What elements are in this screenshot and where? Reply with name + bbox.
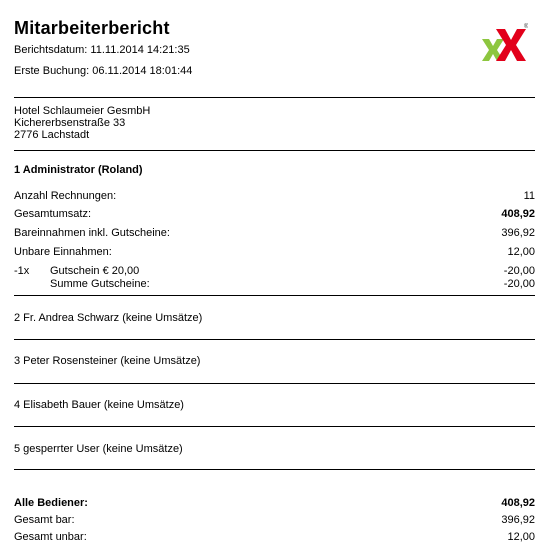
logo-large-x-icon bbox=[496, 29, 526, 61]
total-label: Gesamt unbar: bbox=[14, 531, 87, 543]
divider bbox=[14, 383, 535, 384]
divider bbox=[14, 97, 535, 98]
voucher-sum-row bbox=[14, 278, 535, 292]
section-heading-administrator: 1 Administrator (Roland) bbox=[14, 164, 143, 176]
user-section-heading: 2 Fr. Andrea Schwarz (keine Umsätze) bbox=[14, 312, 203, 324]
voucher-row bbox=[14, 265, 535, 279]
total-value: 408,92 bbox=[501, 497, 535, 509]
stat-label: Anzahl Rechnungen: bbox=[14, 190, 117, 202]
stat-label: Bareinnahmen inkl. Gutscheine: bbox=[14, 227, 170, 239]
divider bbox=[14, 469, 535, 470]
voucher-sum-value: -20,00 bbox=[503, 278, 535, 290]
stat-value: 408,92 bbox=[501, 208, 535, 220]
divider bbox=[14, 339, 535, 340]
registered-mark: ® bbox=[524, 24, 528, 30]
stat-value: 396,92 bbox=[501, 227, 535, 239]
stat-row-total-revenue bbox=[14, 208, 535, 222]
user-section-heading: 3 Peter Rosensteiner (keine Umsätze) bbox=[14, 355, 201, 367]
address-street: Kichererbsenstraße 33 bbox=[14, 117, 126, 129]
company-logo bbox=[478, 23, 528, 63]
stat-label: Gesamtumsatz: bbox=[14, 208, 92, 220]
voucher-sum-label: Summe Gutscheine: bbox=[50, 278, 150, 290]
voucher-label: Gutschein € 20,00 bbox=[50, 265, 140, 277]
stat-row-noncash-income bbox=[14, 246, 535, 260]
voucher-quantity: -1x bbox=[14, 265, 30, 277]
total-value: 12,00 bbox=[507, 531, 535, 543]
total-value: 396,92 bbox=[501, 514, 535, 526]
user-section-heading: 5 gesperrter User (keine Umsätze) bbox=[14, 443, 183, 455]
voucher-value: -20,00 bbox=[503, 265, 535, 277]
stat-row-invoice-count bbox=[14, 190, 535, 204]
divider bbox=[14, 426, 535, 427]
stat-value: 12,00 bbox=[507, 246, 535, 258]
address-city: 2776 Lachstadt bbox=[14, 129, 90, 141]
total-row-cash bbox=[14, 514, 535, 528]
page-title: Mitarbeiterbericht bbox=[14, 18, 170, 38]
report-date: Berichtsdatum: 11.11.2014 14:21:35 bbox=[14, 44, 190, 56]
divider bbox=[14, 150, 535, 151]
total-label: Alle Bediener: bbox=[14, 497, 88, 509]
first-booking-date: Erste Buchung: 06.11.2014 18:01:44 bbox=[14, 65, 193, 77]
stat-row-cash-income bbox=[14, 227, 535, 241]
divider bbox=[14, 295, 535, 296]
stat-value: 11 bbox=[523, 190, 535, 202]
address-company: Hotel Schlaumeier GesmbH bbox=[14, 105, 151, 117]
user-section-heading: 4 Elisabeth Bauer (keine Umsätze) bbox=[14, 399, 184, 411]
total-label: Gesamt bar: bbox=[14, 514, 75, 526]
stat-label: Unbare Einnahmen: bbox=[14, 246, 112, 258]
total-row-all-operators bbox=[14, 497, 535, 511]
total-row-noncash bbox=[14, 531, 535, 545]
